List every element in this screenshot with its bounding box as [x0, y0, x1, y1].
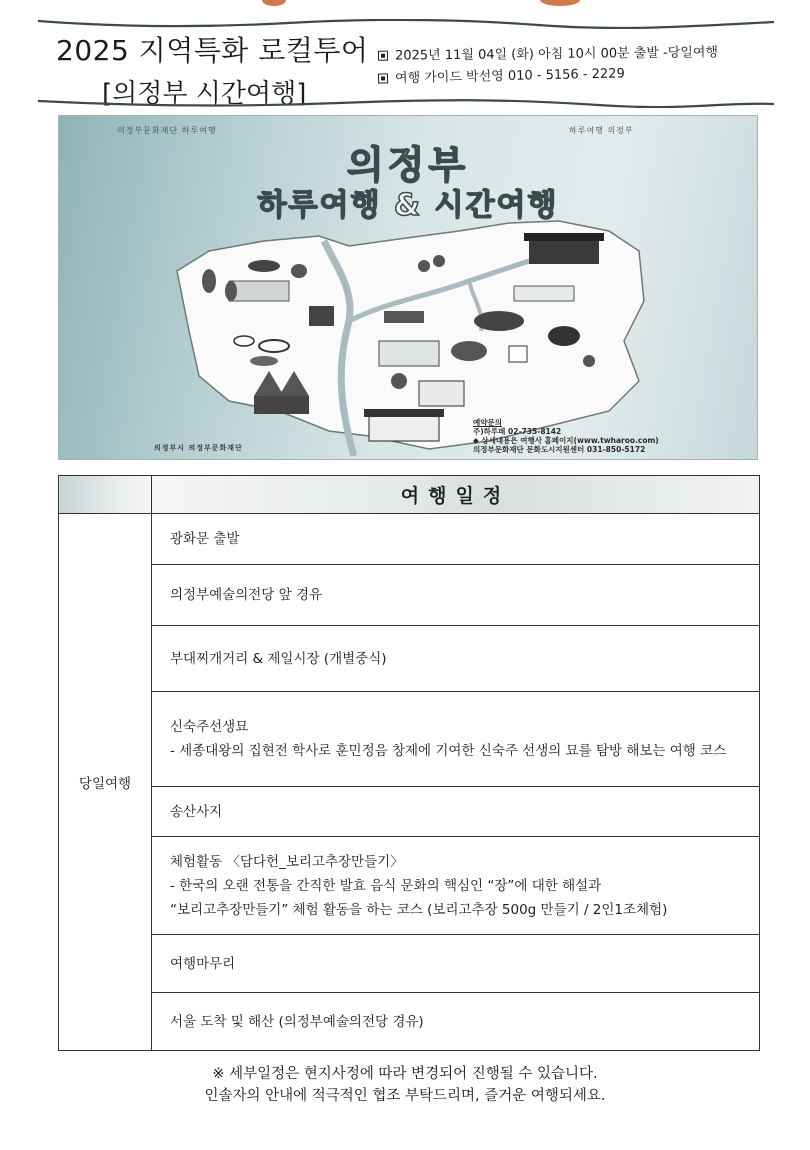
- paper-stain: [262, 0, 286, 6]
- itinerary-item: 신숙주선생묘 - 세종대왕의 집현전 학사로 훈민정음 창제에 기여한 신숙주 선생의 묘를 탐방 해보는 여행 코스: [152, 692, 760, 787]
- table-row: [59, 993, 760, 1051]
- checkbox-bullet-icon: [378, 51, 388, 61]
- poster-title: 의정부: [346, 143, 470, 187]
- itinerary-item: 의정부예술의전당 앞 경유: [152, 565, 760, 626]
- table-row: [59, 514, 760, 565]
- notice-text: ※ 세부일정은 현지사정에 따라 변경되어 진행될 수 있습니다. 인솔자의 안내에 적극적인 협조 부탁드리며, 즐거운 여행되세요.: [204, 1066, 606, 1104]
- poster-contact-info: 예약문의 주)하루패 02-735-8142 ◆ 상세내용은 여행사 홈페이지(www.twharoo.com) 의정부문화재단 문화도시지원센터 031-850-5172: [473, 418, 659, 454]
- table-row: [59, 692, 760, 787]
- table-row: [59, 626, 760, 692]
- top-rule: [38, 19, 774, 29]
- itinerary-item: 여행마무리: [152, 935, 760, 993]
- itinerary-header: 여행일정: [152, 476, 760, 514]
- table-row: [59, 787, 760, 837]
- guide-info: 여행 가이드 박선영 010 - 5156 - 2229: [378, 62, 625, 86]
- page-subtitle: [의정부 시간여행]: [102, 79, 307, 109]
- itinerary-item: 부대찌개거리 & 제일시장 (개별중식): [152, 626, 760, 692]
- poster-corner-text: 하루여행 의정부: [569, 126, 634, 135]
- header-bottom-rule: [38, 98, 774, 108]
- table-row: [59, 837, 760, 935]
- paper-stain: [540, 0, 580, 6]
- table-row: [59, 565, 760, 626]
- poster-subtitle: 하루여행 & 시간여행: [257, 188, 559, 223]
- checkbox-bullet-icon: [378, 73, 388, 83]
- departure-info: 2025년 11월 04일 (화) 아침 10시 00분 출발 -당일여행: [378, 41, 718, 64]
- table-header-row: [59, 476, 760, 514]
- table-row: [59, 935, 760, 993]
- poster-corner-text: 의정부문화재단 하루여행: [117, 126, 217, 135]
- page-title: 2025 지역특화 로컬투어: [56, 34, 369, 67]
- itinerary-item: 체험활동 〈담다헌_보리고추장만들기〉 - 한국의 오랜 전통을 간직한 발효 음식 문화의 핵심인 “장”에 대한 해설과 “보리고추장만들기” 체험 활동을 하는 코스 (보리고추장 500g 만들기 / 2인1조체험): [152, 837, 760, 935]
- itinerary-item: 송산사지: [152, 787, 760, 837]
- poster-sponsor-logos: 의정부시 의정부문화재단: [154, 444, 243, 452]
- table-header-blank: [59, 476, 152, 514]
- trip-category: 당일여행: [59, 514, 152, 1051]
- tour-poster-image: [58, 115, 758, 460]
- itinerary-item: 광화문 출발: [152, 514, 760, 565]
- itinerary-table: [58, 475, 760, 1051]
- itinerary-item: 서울 도착 및 해산 (의정부예술의전당 경유): [152, 993, 760, 1051]
